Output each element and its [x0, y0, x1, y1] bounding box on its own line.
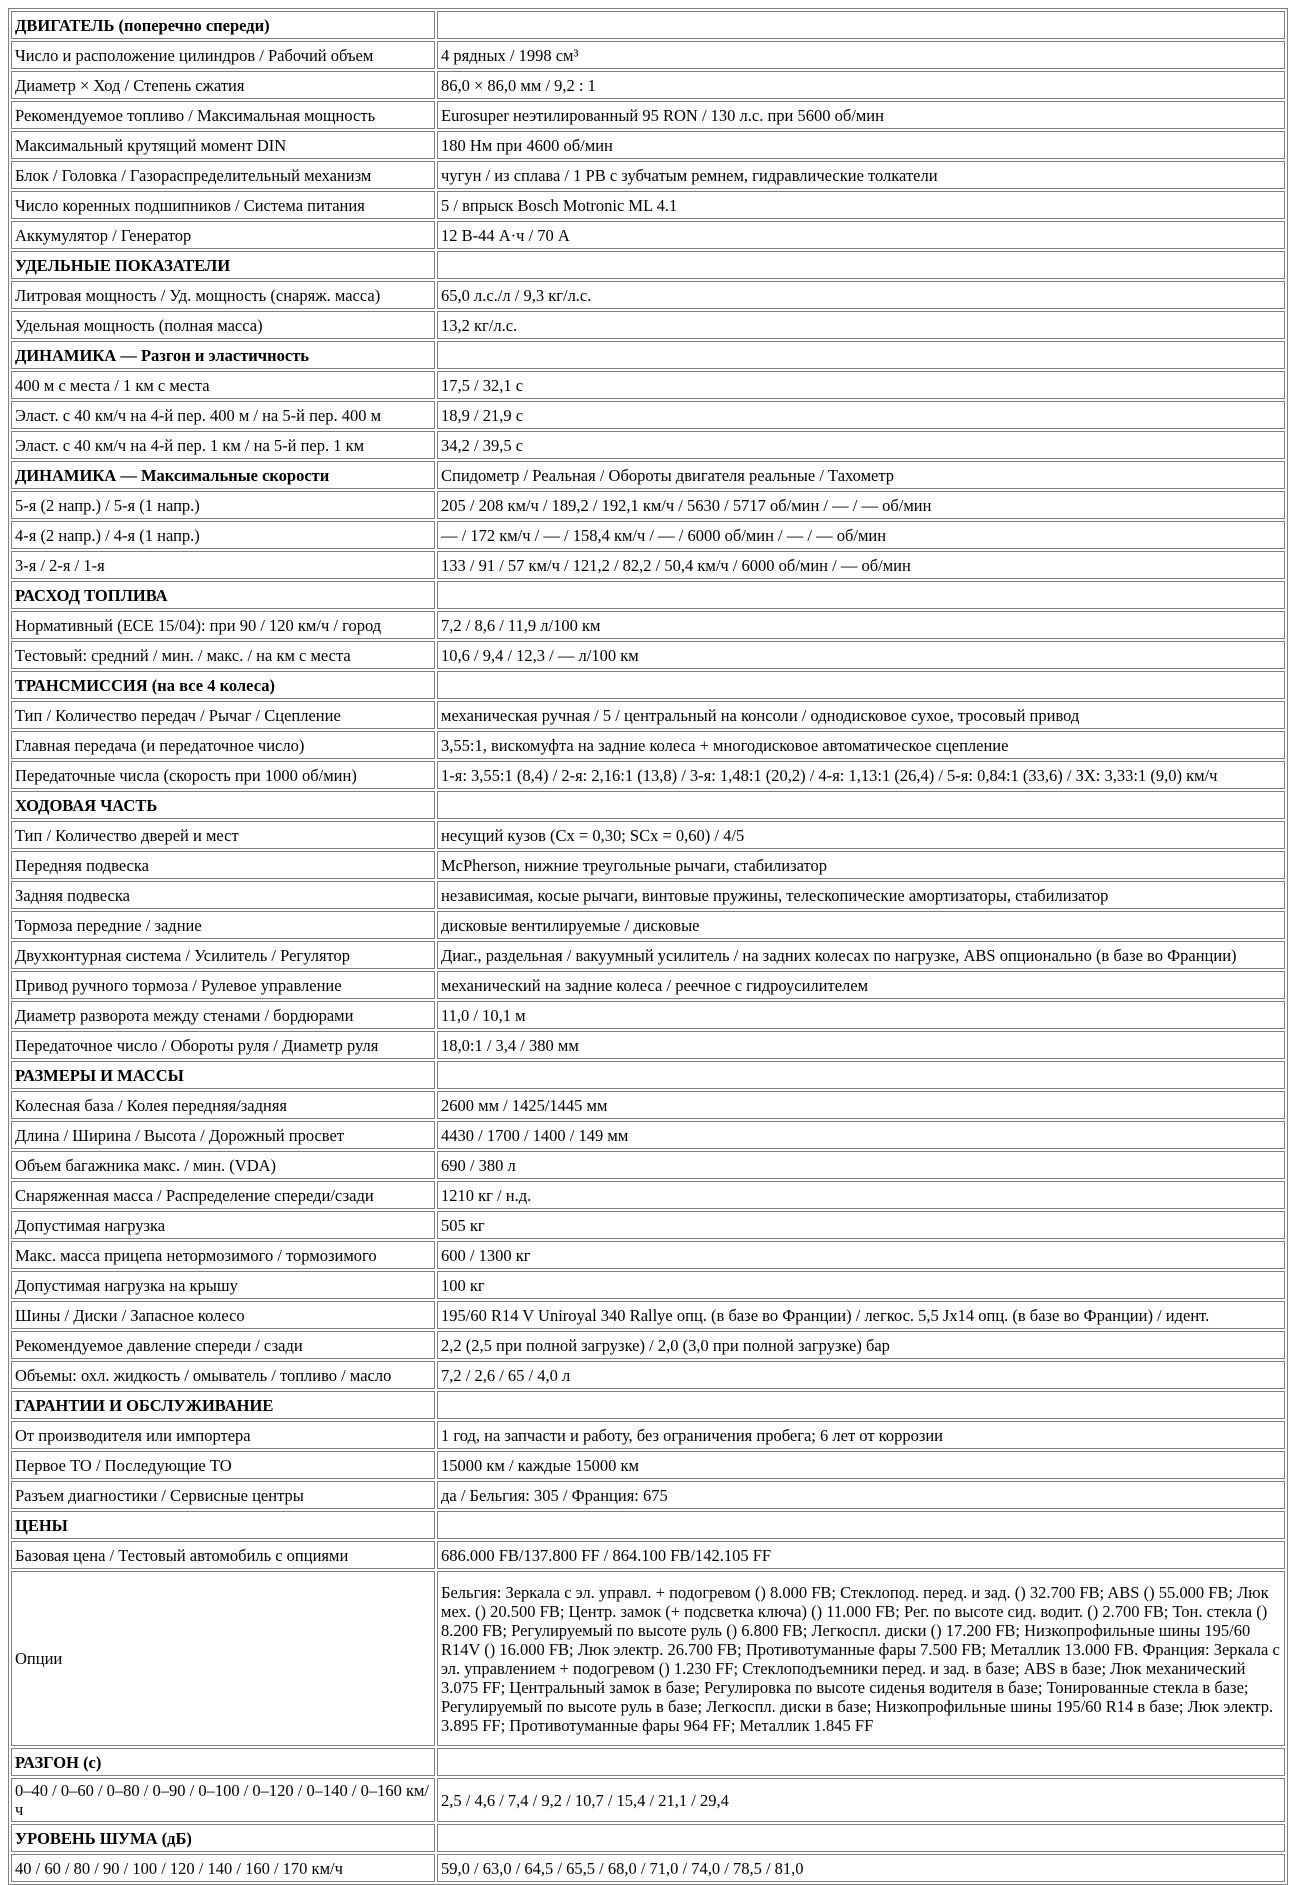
spec-label: Удельная мощность (полная масса)	[11, 311, 435, 339]
spec-row	[11, 191, 1285, 219]
spec-label: Рекомендуемое давление спереди / сзади	[11, 1331, 435, 1359]
spec-label: Объемы: охл. жидкость / омыватель / топливо / масло	[11, 1361, 435, 1389]
spec-value: 180 Нм при 4600 об/мин	[437, 131, 1285, 159]
spec-label: Блок / Головка / Газораспределительный механизм	[11, 161, 435, 189]
spec-label: Число и расположение цилиндров / Рабочий объем	[11, 41, 435, 69]
spec-value: да / Бельгия: 305 / Франция: 675	[437, 1481, 1285, 1509]
spec-row	[11, 821, 1285, 849]
spec-row	[11, 71, 1285, 99]
spec-row	[11, 1031, 1285, 1059]
spec-label: Объем багажника макс. / мин. (VDA)	[11, 1151, 435, 1179]
spec-label: 3-я / 2-я / 1-я	[11, 551, 435, 579]
spec-row	[11, 1181, 1285, 1209]
spec-row	[11, 491, 1285, 519]
section-header-row	[11, 461, 1285, 489]
spec-row	[11, 1854, 1285, 1882]
spec-row	[11, 551, 1285, 579]
spec-label: 40 / 60 / 80 / 90 / 100 / 120 / 140 / 160 / 170 км/ч	[11, 1854, 435, 1882]
spec-row	[11, 131, 1285, 159]
spec-row	[11, 1301, 1285, 1329]
spec-row	[11, 1451, 1285, 1479]
spec-label: Передаточные числа (скорость при 1000 об/мин)	[11, 761, 435, 789]
section-header-row	[11, 11, 1285, 39]
spec-row	[11, 971, 1285, 999]
spec-label: 5-я (2 напр.) / 5-я (1 напр.)	[11, 491, 435, 519]
spec-row	[11, 731, 1285, 759]
spec-label: Колесная база / Колея передняя/задняя	[11, 1091, 435, 1119]
spec-label: От производителя или импортера	[11, 1421, 435, 1449]
spec-table-body	[11, 11, 1285, 1882]
spec-value: 7,2 / 8,6 / 11,9 л/100 км	[437, 611, 1285, 639]
spec-label: Тип / Количество дверей и мест	[11, 821, 435, 849]
spec-row	[11, 911, 1285, 939]
spec-row	[11, 1541, 1285, 1569]
spec-row	[11, 161, 1285, 189]
spec-value: 13,2 кг/л.с.	[437, 311, 1285, 339]
spec-label: Опции	[11, 1571, 435, 1746]
spec-label: Нормативный (ЕСЕ 15/04): при 90 / 120 км/ч / город	[11, 611, 435, 639]
spec-label: Первое ТО / Последующие ТО	[11, 1451, 435, 1479]
spec-label: 0–40 / 0–60 / 0–80 / 0–90 / 0–100 / 0–120 / 0–140 / 0–160 км/ч	[11, 1778, 435, 1822]
spec-row	[11, 1361, 1285, 1389]
section-title: ТРАНСМИССИЯ (на все 4 колеса)	[11, 671, 435, 699]
spec-row	[11, 851, 1285, 879]
section-title: ЦЕНЫ	[11, 1511, 435, 1539]
spec-row	[11, 941, 1285, 969]
spec-value: 59,0 / 63,0 / 64,5 / 65,5 / 68,0 / 71,0 / 74,0 / 78,5 / 81,0	[437, 1854, 1285, 1882]
spec-row	[11, 1571, 1285, 1746]
spec-value: независимая, косые рычаги, винтовые пружины, телескопические амортизаторы, стабилизатор	[437, 881, 1285, 909]
spec-label: Максимальный крутящий момент DIN	[11, 131, 435, 159]
spec-value: 2,2 (2,5 при полной загрузке) / 2,0 (3,0 при полной загрузке) бар	[437, 1331, 1285, 1359]
spec-value: 4 рядных / 1998 см³	[437, 41, 1285, 69]
spec-value: 600 / 1300 кг	[437, 1241, 1285, 1269]
spec-label: Рекомендуемое топливо / Максимальная мощность	[11, 101, 435, 129]
section-title: УДЕЛЬНЫЕ ПОКАЗАТЕЛИ	[11, 251, 435, 279]
spec-value: 4430 / 1700 / 1400 / 149 мм	[437, 1121, 1285, 1149]
spec-label: Эласт. с 40 км/ч на 4-й пер. 400 м / на 5-й пер. 400 м	[11, 401, 435, 429]
spec-value: McPherson, нижние треугольные рычаги, стабилизатор	[437, 851, 1285, 879]
spec-value: 15000 км / каждые 15000 км	[437, 1451, 1285, 1479]
spec-label: Диаметр × Ход / Степень сжатия	[11, 71, 435, 99]
spec-row	[11, 101, 1285, 129]
spec-row	[11, 401, 1285, 429]
spec-row	[11, 701, 1285, 729]
spec-label: Число коренных подшипников / Система питания	[11, 191, 435, 219]
section-subtitle	[437, 791, 1285, 819]
spec-value: 1 год, на запчасти и работу, без ограничения пробега; 6 лет от коррозии	[437, 1421, 1285, 1449]
spec-value: 690 / 380 л	[437, 1151, 1285, 1179]
spec-value: механическая ручная / 5 / центральный на консоли / однодисковое сухое, тросовый привод	[437, 701, 1285, 729]
section-title: ДИНАМИКА — Разгон и эластичность	[11, 341, 435, 369]
section-header-row	[11, 671, 1285, 699]
section-title: ГАРАНТИИ И ОБСЛУЖИВАНИЕ	[11, 1391, 435, 1419]
section-title: ДВИГАТЕЛЬ (поперечно спереди)	[11, 11, 435, 39]
section-header-row	[11, 1391, 1285, 1419]
section-subtitle	[437, 341, 1285, 369]
spec-label: Двухконтурная система / Усилитель / Регулятор	[11, 941, 435, 969]
spec-row	[11, 1421, 1285, 1449]
spec-value: 195/60 R14 V Uniroyal 340 Rallye опц. (в базе во Франции) / легкос. 5,5 Jx14 опц. (в базе во Франции) / идент.	[437, 1301, 1285, 1329]
spec-row	[11, 371, 1285, 399]
section-subtitle	[437, 1061, 1285, 1089]
spec-label: Снаряженная масса / Распределение спереди/сзади	[11, 1181, 435, 1209]
section-title: РАЗМЕРЫ И МАССЫ	[11, 1061, 435, 1089]
spec-value: 5 / впрыск Bosch Motronic ML 4.1	[437, 191, 1285, 219]
section-subtitle	[437, 251, 1285, 279]
spec-row	[11, 521, 1285, 549]
spec-label: Эласт. с 40 км/ч на 4-й пер. 1 км / на 5-й пер. 1 км	[11, 431, 435, 459]
spec-label: Тормоза передние / задние	[11, 911, 435, 939]
spec-row	[11, 221, 1285, 249]
spec-row	[11, 1331, 1285, 1359]
section-subtitle	[437, 671, 1285, 699]
spec-label: Главная передача (и передаточное число)	[11, 731, 435, 759]
spec-value: 65,0 л.с./л / 9,3 кг/л.с.	[437, 281, 1285, 309]
section-header-row	[11, 251, 1285, 279]
spec-row	[11, 431, 1285, 459]
spec-value: 2600 мм / 1425/1445 мм	[437, 1091, 1285, 1119]
spec-label: 400 м с места / 1 км с места	[11, 371, 435, 399]
spec-value: Бельгия: Зеркала с эл. управл. + подогревом () 8.000 FB; Стеклопод. перед. и зад. () 32.700 FB; ABS () 55.000 FB; Люк мех. () 20.500 FB; Центр. замок (+ подсветка ключа) () 11.000 FB; Рег. по высоте сид. водит. () 2.700 FB; Тон. стекла () 8.200 FB; Регулируемый по высоте руль () 6.800 FB; Легкоспл. диски () 17.200 FB; Низкопрофильные шины 195/60 R14V () 16.000 FB; Люк электр. 26.700 FB; Противотуманные фары 7.500 FB; Металлик 13.000 FB. Франция: Зеркала с эл. управлением + подогревом () 1.230 FF; Стеклоподъемники перед. и зад. в базе; ABS в базе; Люк механический 3.075 FF; Центральный замок в базе; Регулировка по высоте сиденья водителя в базе; Тонированные стекла в базе; Регулируемый по высоте руль в базе; Легкоспл. диски в базе; Низкопрофильные шины 195/60 R14 в базе; Люк электр. 3.895 FF; Противотуманные фары 964 FF; Металлик 1.845 FF	[437, 1571, 1285, 1746]
spec-value: 100 кг	[437, 1271, 1285, 1299]
spec-value: 7,2 / 2,6 / 65 / 4,0 л	[437, 1361, 1285, 1389]
section-header-row	[11, 1824, 1285, 1852]
spec-label: Задняя подвеска	[11, 881, 435, 909]
spec-row	[11, 761, 1285, 789]
spec-label: Привод ручного тормоза / Рулевое управление	[11, 971, 435, 999]
spec-row	[11, 611, 1285, 639]
spec-row	[11, 1121, 1285, 1149]
section-header-row	[11, 791, 1285, 819]
spec-value: 686.000 FB/137.800 FF / 864.100 FB/142.105 FF	[437, 1541, 1285, 1569]
spec-value: 18,9 / 21,9 с	[437, 401, 1285, 429]
section-subtitle: Спидометр / Реальная / Обороты двигателя реальные / Тахометр	[437, 461, 1285, 489]
section-title: ХОДОВАЯ ЧАСТЬ	[11, 791, 435, 819]
spec-label: Допустимая нагрузка на крышу	[11, 1271, 435, 1299]
spec-value: Диаг., раздельная / вакуумный усилитель / на задних колесах по нагрузке, ABS опционально (в базе во Франции)	[437, 941, 1285, 969]
section-subtitle	[437, 1748, 1285, 1776]
spec-value: 10,6 / 9,4 / 12,3 / — л/100 км	[437, 641, 1285, 669]
spec-value: 34,2 / 39,5 с	[437, 431, 1285, 459]
section-header-row	[11, 1061, 1285, 1089]
spec-value: 12 В-44 А·ч / 70 А	[437, 221, 1285, 249]
spec-label: Тип / Количество передач / Рычаг / Сцепление	[11, 701, 435, 729]
spec-value: несущий кузов (Cx = 0,30; SCx = 0,60) / 4/5	[437, 821, 1285, 849]
spec-row	[11, 1091, 1285, 1119]
spec-row	[11, 1481, 1285, 1509]
spec-row	[11, 881, 1285, 909]
section-header-row	[11, 1748, 1285, 1776]
section-subtitle	[437, 1511, 1285, 1539]
spec-label: 4-я (2 напр.) / 4-я (1 напр.)	[11, 521, 435, 549]
spec-value: 2,5 / 4,6 / 7,4 / 9,2 / 10,7 / 15,4 / 21,1 / 29,4	[437, 1778, 1285, 1822]
spec-label: Передняя подвеска	[11, 851, 435, 879]
section-header-row	[11, 1511, 1285, 1539]
spec-value: 86,0 × 86,0 мм / 9,2 : 1	[437, 71, 1285, 99]
spec-row	[11, 1211, 1285, 1239]
spec-label: Базовая цена / Тестовый автомобиль с опциями	[11, 1541, 435, 1569]
spec-value: 1210 кг / н.д.	[437, 1181, 1285, 1209]
spec-value: 3,55:1, вискомуфта на задние колеса + многодисковое автоматическое сцепление	[437, 731, 1285, 759]
spec-value: 17,5 / 32,1 с	[437, 371, 1285, 399]
spec-value: Eurosuper неэтилированный 95 RON / 130 л.с. при 5600 об/мин	[437, 101, 1285, 129]
spec-value: 205 / 208 км/ч / 189,2 / 192,1 км/ч / 5630 / 5717 об/мин / — / — об/мин	[437, 491, 1285, 519]
section-header-row	[11, 341, 1285, 369]
section-subtitle	[437, 1824, 1285, 1852]
spec-row	[11, 281, 1285, 309]
spec-row	[11, 1151, 1285, 1179]
spec-value: 11,0 / 10,1 м	[437, 1001, 1285, 1029]
spec-label: Разъем диагностики / Сервисные центры	[11, 1481, 435, 1509]
spec-value: 505 кг	[437, 1211, 1285, 1239]
spec-label: Длина / Ширина / Высота / Дорожный просвет	[11, 1121, 435, 1149]
spec-value: дисковые вентилируемые / дисковые	[437, 911, 1285, 939]
spec-label: Макс. масса прицепа нетормозимого / тормозимого	[11, 1241, 435, 1269]
section-subtitle	[437, 581, 1285, 609]
spec-value: 1-я: 3,55:1 (8,4) / 2-я: 2,16:1 (13,8) / 3-я: 1,48:1 (20,2) / 4-я: 1,13:1 (26,4) / 5-я: 0,84:1 (33,6) / ЗХ: 3,33:1 (9,0) км/ч	[437, 761, 1285, 789]
spec-label: Тестовый: средний / мин. / макс. / на км с места	[11, 641, 435, 669]
spec-label: Аккумулятор / Генератор	[11, 221, 435, 249]
spec-row	[11, 1271, 1285, 1299]
spec-row	[11, 1001, 1285, 1029]
spec-label: Передаточное число / Обороты руля / Диаметр руля	[11, 1031, 435, 1059]
spec-value: 18,0:1 / 3,4 / 380 мм	[437, 1031, 1285, 1059]
spec-value: механический на задние колеса / реечное с гидроусилителем	[437, 971, 1285, 999]
spec-label: Допустимая нагрузка	[11, 1211, 435, 1239]
spec-row	[11, 1778, 1285, 1822]
section-title: ДИНАМИКА — Максимальные скорости	[11, 461, 435, 489]
section-subtitle	[437, 11, 1285, 39]
spec-row	[11, 41, 1285, 69]
spec-value: чугун / из сплава / 1 РВ с зубчатым ремнем, гидравлические толкатели	[437, 161, 1285, 189]
spec-row	[11, 641, 1285, 669]
spec-value: — / 172 км/ч / — / 158,4 км/ч / — / 6000 об/мин / — / — об/мин	[437, 521, 1285, 549]
spec-row	[11, 1241, 1285, 1269]
section-header-row	[11, 581, 1285, 609]
section-title: РАЗГОН (с)	[11, 1748, 435, 1776]
spec-table	[8, 8, 1288, 1885]
spec-label: Литровая мощность / Уд. мощность (снаряж. масса)	[11, 281, 435, 309]
section-subtitle	[437, 1391, 1285, 1419]
spec-label: Шины / Диски / Запасное колесо	[11, 1301, 435, 1329]
spec-row	[11, 311, 1285, 339]
section-title: РАСХОД ТОПЛИВА	[11, 581, 435, 609]
section-title: УРОВЕНЬ ШУМА (дБ)	[11, 1824, 435, 1852]
spec-value: 133 / 91 / 57 км/ч / 121,2 / 82,2 / 50,4 км/ч / 6000 об/мин / — об/мин	[437, 551, 1285, 579]
spec-label: Диаметр разворота между стенами / бордюрами	[11, 1001, 435, 1029]
